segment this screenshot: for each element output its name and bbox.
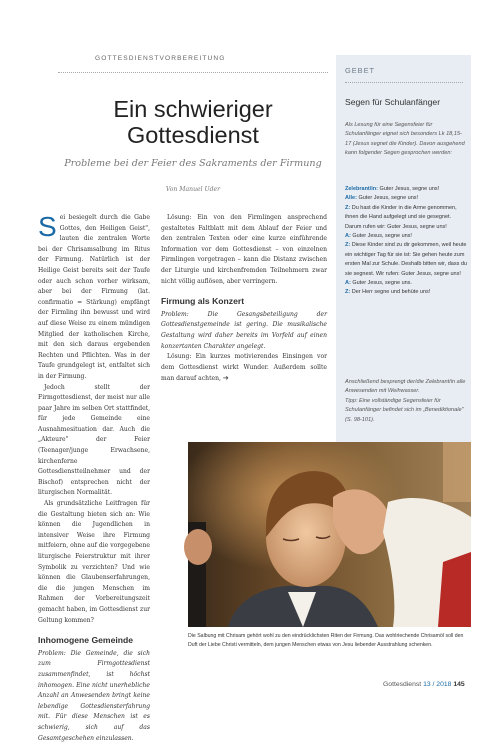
paragraph: [161, 352, 327, 385]
section-heading: Firmung als Konzert: [161, 296, 245, 307]
speaker: Alle:: [345, 195, 357, 202]
confirmation-photo: [188, 442, 471, 627]
line-text: Guter Jesus, segne uns!: [379, 186, 440, 192]
article-column-2: [161, 213, 327, 385]
section-heading: Inhomogene Gemeinde: [38, 635, 134, 646]
paragraph: Jedoch stellt der Firmgottesdienst, der meist nur alle paar Jahre im selben Ort stattfindet, für jede Gemeinde eine Ausnahmesituation dar. Auch die „Akteure" der Feier (Teenager/junge Erwachsene, kirchenferne Gottesdienstteilnehmer und der Bischof) entsprechen nicht der liturgischen Normalität.: [38, 383, 150, 497]
speaker: A:: [345, 280, 351, 287]
paragraph-text: ei besiegelt durch die Gabe Gottes, den Heiligen Geist", lauten die zentralen Worte bei der Chrisamsalbung im Ritus der Firmung. Natürlich ist der Heilige Geist bereits seit der Taufe oder auch schon vorher wirksam, aber bei der Firmung (lat. confirmatio = Stärkung) empfängt der Firmling ihn bewusst und wird auf diese Weise zu einem mündigen Mitglied der katholischen Kirche, mit den sich daraus ergebenden Rechten und Pflichten. Was in der Taufe grundgelegt ist, entfaltet sich in der Firmung.: [38, 214, 150, 380]
issue-number: 13 / 2018: [423, 681, 452, 688]
dialogue-line: [345, 232, 467, 241]
article-byline: Von Manuel Uder: [165, 186, 221, 193]
continue-arrow-icon: ➔: [222, 374, 229, 383]
article-column-1: [38, 213, 150, 744]
line-text: Du hast die Kinder in die Arme genommen, ihnen die Hand aufgelegt und sie gesegnet. Darum rufen wir: Guter Jesus, segne uns!: [345, 204, 457, 230]
line-text: Guter Jesus, segne uns!: [358, 195, 419, 202]
article-subtitle: Probleme bei der Feier des Sakraments der Firmung: [64, 158, 322, 169]
speaker: Zelebrant/in:: [345, 186, 379, 192]
page-footer: [383, 681, 465, 688]
line-text: Diese Kinder sind zu dir gekommen, weil heute ein wichtiger Tag für sie ist: Sie gehen heute zum ersten Mal zur Schule. Deshalb bitten wir, dass du sie segnest. Wir rufen: Guter Jesus, segne uns!: [345, 242, 467, 277]
paragraph-problem: Problem: Die Gemeinde, die sich zum Firmgottesdienst zusammenfindet, ist höchst inhomogen. Eine nicht unerhebliche Anzahl an Anwesenden bringt keine lebendige Gottesdiensterfahrung mit. Für diese Menschen ist es schwierig, sich auf das Gesamtgeschehen einzulassen.: [38, 649, 150, 742]
photo-caption: Die Salbung mit Chrisam gehört wohl zu den eindrücklichsten Riten der Firmung. Das wohlriechende Chrisamöl soll den Duft der Liebe Christi vermitteln, dem jungen Menschen etwas von Jesu liebender Ausstrahlung schenken.: [188, 633, 464, 648]
dialogue-line: [345, 241, 467, 279]
kicker-divider: [58, 72, 328, 73]
sidebar-divider: [345, 82, 463, 83]
sidebar-title: Segen für Schulanfänger: [345, 97, 441, 107]
line-text: Der Herr segne und behüte uns!: [351, 289, 431, 296]
line-text: Guter Jesus, segne uns.: [352, 280, 412, 287]
paragraph: [38, 213, 150, 383]
speaker: Z:: [345, 289, 351, 296]
dialogue-line: [345, 204, 467, 232]
drop-cap: S: [38, 211, 57, 242]
page-number: 145: [453, 681, 465, 688]
dialogue-line: [345, 194, 467, 203]
speaker: A:: [345, 233, 351, 240]
paragraph: Als grundsätzliche Leitfragen für die Gestaltung bieten sich an: Wie können die Jugendlichen in intensiver Weise ihre Firmung mitfeiern, ohne auf die vorgegebene liturgische Feierstruktur mit ihrer Symbolik zu verzichten? Und wie können die Glaubenserfahrungen, die die jungen Menschen im Rahmen der Vorbereitungszeit gemacht haben, im Gottesdienst zur Geltung kommen?: [38, 500, 150, 624]
magazine-name: Gottesdienst: [383, 681, 422, 688]
blessing-dialogue: [345, 185, 467, 298]
line-text: Guter Jesus, segne uns!: [352, 233, 412, 240]
sidebar-note: Anschließend besprengt der/die Zelebrant/in alle Anwesenden mit Weihwasser.: [345, 379, 466, 395]
paragraph-problem: Problem: Die Gesangsbeteiligung der Gottesdienstgemeinde ist gering. Die musikalische Gestaltung wird daher bereits im Vorfeld auf einen konzertanten Charakter angelegt.: [161, 310, 327, 350]
speaker: Z:: [345, 242, 351, 249]
speaker: Z:: [345, 204, 351, 211]
sidebar-outro: [345, 378, 467, 425]
paragraph: Lösung: Ein von den Firmlingen ansprechend gestaltetes Faltblatt mit dem Ablauf der Feier und den zentralen Texten oder eine kurze einführende Information vor dem Gottesdienst – von einzelnen Firmlingen vorgetragen – kann die Distanz zwischen der Liturgie und kirchenfremden Teilnehmern zwar nicht völlig auflösen, aber verringern.: [161, 214, 327, 285]
dialogue-line: [345, 288, 467, 297]
dialogue-line: [345, 185, 467, 194]
paragraph-text: Lösung: Ein kurzes motivierendes Einsingen vor dem Gottesdienst wirkt Wunder. Außerdem sollte man darauf achten,: [161, 353, 327, 383]
sidebar-intro: Als Lesung für eine Segensfeier für Schulanfänger eignet sich besonders Lk 18,15-17 (Jesus segnet die Kinder). Davon ausgehend kann folgender Segen gesprochen werden:: [345, 122, 465, 157]
article-title: Ein schwieriger Gottesdienst: [113, 96, 273, 148]
sidebar-kicker: GEBET: [345, 66, 376, 75]
section-kicker: GOTTESDIENSTVORBEREITUNG: [95, 55, 226, 62]
dialogue-line: [345, 279, 467, 288]
sidebar-tip: Tipp: Eine vollständige Segensfeier für Schulanfänger befindet sich im „Benediktionale" (S. 98-101).: [345, 397, 464, 423]
